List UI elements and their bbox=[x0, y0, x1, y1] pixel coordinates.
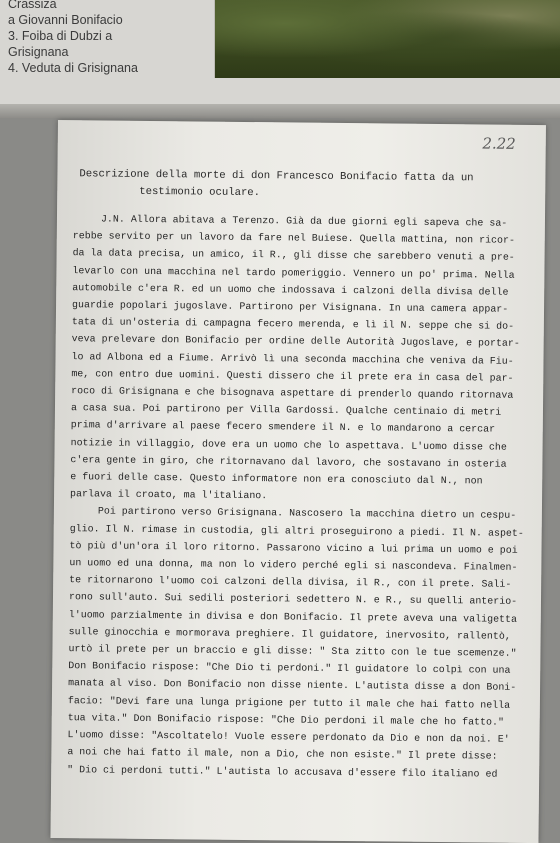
document-line: prima d'arrivare al paese fecero smendere il N. e lo mandarono a cercar bbox=[70, 419, 496, 436]
document-line: un uomo ed una donna, ma non lo videro perché egli si nascondeva. Finalmen- bbox=[69, 557, 518, 573]
document-line: veva prelevare don Bonifacio per ordine delle Autorità Jugoslave, e portar- bbox=[71, 333, 520, 350]
exhibit-caption bbox=[8, 0, 213, 76]
caption-line: Grisignana bbox=[8, 45, 69, 59]
typewritten-document bbox=[50, 120, 545, 843]
document-body bbox=[67, 210, 541, 783]
document-line: L'uomo disse: "Ascoltatelo! Vuole essere perdonato da Dio e non da noi. E' bbox=[67, 729, 510, 745]
document-line: urtò il prete per un braccio e gli disse: " Sta zitto con le tue scemenze." bbox=[68, 643, 517, 659]
document-line: levarlo con una macchina nel tardo pomeriggio. Vennero un po' prima. Nella bbox=[72, 264, 515, 281]
document-line: tò più d'un'ora il loro ritorno. Passarono vicino a lui prima un uomo e poi bbox=[69, 540, 518, 556]
document-line: e fuori delle case. Questo informatore non era conosciuto dal N., non bbox=[70, 471, 483, 487]
document-line: J.N. Allora abitava a Terenzo. Già da due giorni egli sapeva che sa- bbox=[100, 213, 508, 229]
document-line: parlava il croato, ma l'italiano. bbox=[70, 488, 268, 502]
document-line: facio: "Devi fare una lunga prigione per tutto il male che hai fatto nella bbox=[67, 694, 511, 711]
document-line: Don Bonifacio rispose: "Che Dio ti perdoni." Il guidatore lo colpì con una bbox=[68, 660, 511, 677]
caption-line: 3. Foiba di Dubzi a bbox=[8, 29, 113, 43]
document-title bbox=[79, 166, 499, 204]
document-line: c'era gente in giro, che ritornavano dal lavoro, che sostavano in osteria bbox=[70, 453, 507, 470]
document-line: roco di Grisignana e che bisognava aspettare di prenderlo quando ritornava bbox=[71, 385, 514, 401]
document-line: tua vita." Don Bonifacio rispose: "Che Dio perdoni il male che ho fatto." bbox=[67, 712, 505, 728]
document-line: Poi partirono verso Grisignana. Nascosero la macchina dietro un cespu- bbox=[97, 505, 517, 522]
title-line: testimonio oculare. bbox=[139, 185, 261, 200]
document-line: tata di un'osteria di campagna fecero merenda, e lì il N. seppe che si do- bbox=[71, 316, 515, 333]
caption-line: Crassiza bbox=[8, 0, 57, 11]
document-line: notizie in villaggio, dove era un uomo che lo aspettava. L'uomo disse che bbox=[70, 436, 507, 453]
document-line: " Dio ci perdoni tutti." L'autista lo accusava d'essere filo italiano ed bbox=[67, 763, 498, 780]
document-line: rono sull'auto. Sui sedili posteriori sedettero N. e R., su quelli anterio- bbox=[68, 591, 518, 608]
document-line: automobile c'era R. ed un uomo che indossava i calzoni della divisa delle bbox=[72, 281, 509, 298]
panel-shadow bbox=[0, 104, 560, 118]
document-line: manata al viso. Don Bonifacio non disse niente. L'autista disse a don Boni- bbox=[68, 677, 517, 694]
document-line: guardie popolari jugoslave. Partirono per Visignana. In una camera appar- bbox=[72, 299, 509, 315]
document-line: sulle ginocchia e mormorava preghiere. Il guidatore, inervosito, rallentò, bbox=[68, 626, 511, 642]
title-line: Descrizione della morte di don Francesco Bonifacio fatta da un bbox=[79, 168, 474, 185]
document-line: l'uomo parzialmente in divisa e don Bonifacio. Il prete aveva una valigetta bbox=[68, 608, 518, 625]
document-line: lo ad Albona ed a Fiume. Arrivò lì una seconda macchina che veniva da Fiu- bbox=[71, 350, 514, 367]
document-line: me, con entro due uomini. Questi dissero che il prete era in casa del par- bbox=[71, 367, 514, 384]
document-line: glio. Il N. rimase in custodia, gli altri proseguirono a piedi. Il N. aspet- bbox=[69, 522, 524, 539]
caption-line: 4. Veduta di Grisignana bbox=[8, 61, 138, 75]
document-line: rebbe servito per un lavoro da fare nel Buiese. Quella mattina, non ricor- bbox=[72, 230, 516, 246]
document-reference: 2.22 bbox=[482, 134, 516, 153]
document-line: a noi che hai fatto il male, non a Dio, che non esiste." Il prete disse: bbox=[67, 746, 498, 762]
caption-line: a Giovanni Bonifacio bbox=[8, 13, 123, 27]
landscape-photo bbox=[214, 0, 560, 78]
document-line: te ritornarono l'uomo coi calzoni della divisa, il R., con il prete. Sali- bbox=[69, 574, 512, 591]
document-line: a casa sua. Poi partirono per Villa Gardossi. Qualche centinaio di metri bbox=[70, 402, 502, 418]
exhibit-panel bbox=[0, 0, 560, 110]
document-line: da la data precisa, un amico, il R., gli disse che sarebbero venuti a pre- bbox=[72, 247, 515, 264]
